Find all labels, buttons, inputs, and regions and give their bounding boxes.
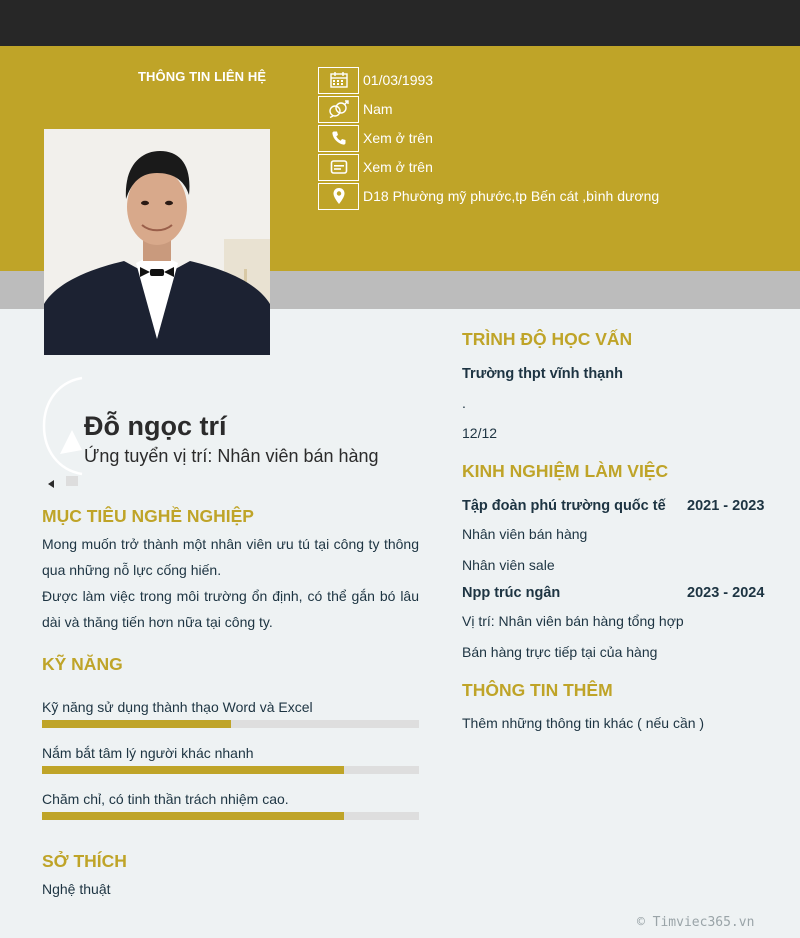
phone-icon	[318, 125, 359, 152]
email-icon	[318, 154, 359, 181]
education-title: TRÌNH ĐỘ HỌC VẤN	[462, 329, 633, 349]
contact-row-gender	[318, 96, 393, 122]
extra-info-title: THÔNG TIN THÊM	[462, 680, 613, 700]
hobbies-title: SỞ THÍCH	[42, 851, 127, 871]
phone-text: Xem ở trên	[363, 130, 433, 146]
career-goal-paragraph-1: Mong muốn trở thành một nhân viên ưu tú tại công ty thông qua những nỗ lực cống hiến.	[42, 536, 419, 578]
top-bar	[0, 0, 800, 46]
skill-label: Chăm chỉ, có tinh thần trách nhiệm cao.	[42, 791, 289, 807]
hobbies-text: Nghệ thuật	[42, 881, 111, 897]
profile-photo	[44, 129, 270, 355]
decorative-ornament	[40, 376, 90, 493]
skill-label: Nắm bắt tâm lý người khác nhanh	[42, 745, 254, 761]
skill-bar-fill	[42, 812, 344, 820]
skill-bar	[42, 812, 419, 820]
experience-line: Nhân viên bán hàng	[462, 526, 588, 542]
experience-line: Bán hàng trực tiếp tại của hàng	[462, 644, 658, 660]
experience-company: Tập đoàn phú trường quốc tế	[462, 498, 666, 514]
education-school: Trường thpt vĩnh thạnh	[462, 366, 623, 382]
skill-label: Kỹ năng sử dụng thành thạo Word và Excel	[42, 699, 313, 715]
contact-heading: THÔNG TIN LIÊN HỆ	[138, 69, 267, 84]
skills-title: KỸ NĂNG	[42, 654, 123, 674]
skill-bar-fill	[42, 720, 231, 728]
calendar-icon	[318, 67, 359, 94]
location-icon	[318, 183, 359, 210]
contact-row-address	[318, 183, 659, 209]
contact-row-birthday	[318, 67, 433, 93]
skill-bar	[42, 766, 419, 774]
birthday-text: 01/03/1993	[363, 72, 434, 88]
gender-text: Nam	[363, 101, 393, 117]
gender-icon	[318, 96, 359, 123]
education-grade: 12/12	[462, 425, 498, 441]
experience-period: 2023 - 2024	[687, 585, 765, 601]
contact-row-phone	[318, 125, 433, 151]
career-goal-title: MỤC TIÊU NGHỀ NGHIỆP	[42, 506, 254, 526]
career-goal-paragraph-2: Được làm việc trong môi trường ổn định, có thể gắn bó lâu dài và thăng tiến hơn nữa tại công ty.	[42, 588, 419, 630]
email-text: Xem ở trên	[363, 159, 433, 175]
contact-row-email	[318, 154, 433, 180]
experience-line: Vị trí: Nhân viên bán hàng tổng hợp	[462, 613, 684, 629]
address-text: D18 Phường mỹ phước,tp Bến cát ,bình dương	[363, 188, 660, 204]
experience-period: 2021 - 2023	[687, 498, 765, 514]
experience-line: Nhân viên sale	[462, 557, 555, 573]
applied-position: Ứng tuyển vị trí: Nhân viên bán hàng	[84, 446, 379, 466]
candidate-name: Đỗ ngọc trí	[84, 411, 227, 441]
education-detail: .	[462, 395, 466, 411]
watermark: © Timviec365.vn	[637, 915, 755, 930]
skill-bar	[42, 720, 419, 728]
skill-bar-fill	[42, 766, 344, 774]
experience-company: Npp trúc ngân	[462, 585, 561, 601]
experience-title: KINH NGHIỆM LÀM VIỆC	[462, 461, 669, 481]
extra-info-text: Thêm những thông tin khác ( nếu cần )	[462, 715, 705, 731]
